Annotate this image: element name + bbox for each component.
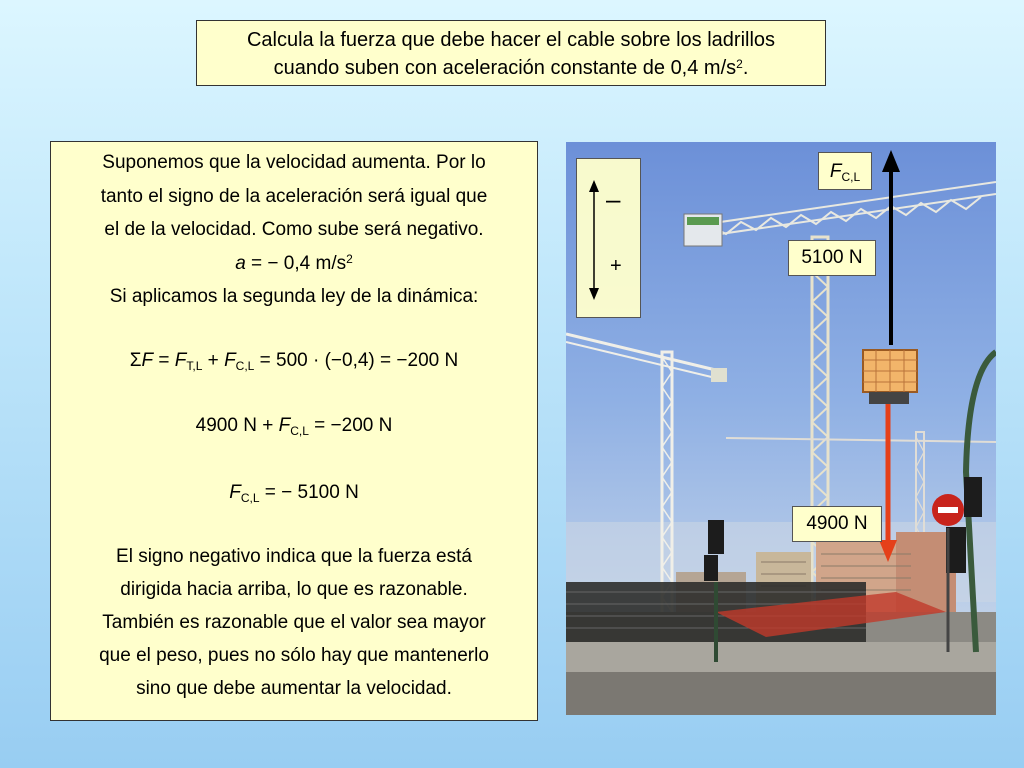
sign-convention-box — [576, 158, 641, 318]
crane-photo — [566, 142, 996, 715]
problem-statement — [196, 20, 826, 86]
weight-force-label: 4900 N — [792, 506, 882, 542]
solution-line: dirigida hacia arriba, lo que es razonable. — [120, 579, 468, 600]
force-symbol-label: $F_{C,L}$ — [818, 152, 872, 190]
acceleration-value: a = − 0,4 $m/s^2$ — [235, 252, 353, 274]
solution-line: el de la velocidad. Como sube será negativo. — [104, 219, 484, 240]
plus-sign: + — [610, 255, 622, 277]
solution-line: El signo negativo indica que la fuerza está — [116, 546, 472, 567]
result-equation: $F_{C,L}$ = − 5100 N — [229, 482, 359, 505]
problem-line-1: Calcula la fuerza que debe hacer el cable sobre los ladrillos — [246, 29, 776, 51]
solution-line: Suponemos que la velocidad aumenta. Por lo — [102, 152, 486, 173]
minus-sign: – — [606, 184, 621, 214]
solution-line: tanto el signo de la aceleración será igual que — [100, 186, 488, 207]
solution-line: También es razonable que el valor sea mayor — [102, 612, 486, 633]
solution-line: que el peso, pues no sólo hay que mantenerlo — [99, 645, 489, 666]
cable-force-label: 5100 N — [788, 240, 876, 276]
solution-panel — [50, 141, 538, 721]
problem-line-2: cuando suben con aceleración constante de 0,4 $m/s^2$. — [273, 57, 749, 79]
solution-line: sino que debe aumentar la velocidad. — [136, 678, 452, 699]
brick-load — [863, 350, 917, 404]
newton-equation: $\Sigma F = F_{T,L} + F_{C,L} = 500 \cdot (-0,4) = -200$ N — [129, 350, 459, 373]
substitution-equation: 4900 $N + F_{C,L} = -200$ N — [195, 415, 393, 438]
solution-line: Si aplicamos la segunda ley de la dinámica: — [109, 286, 479, 307]
